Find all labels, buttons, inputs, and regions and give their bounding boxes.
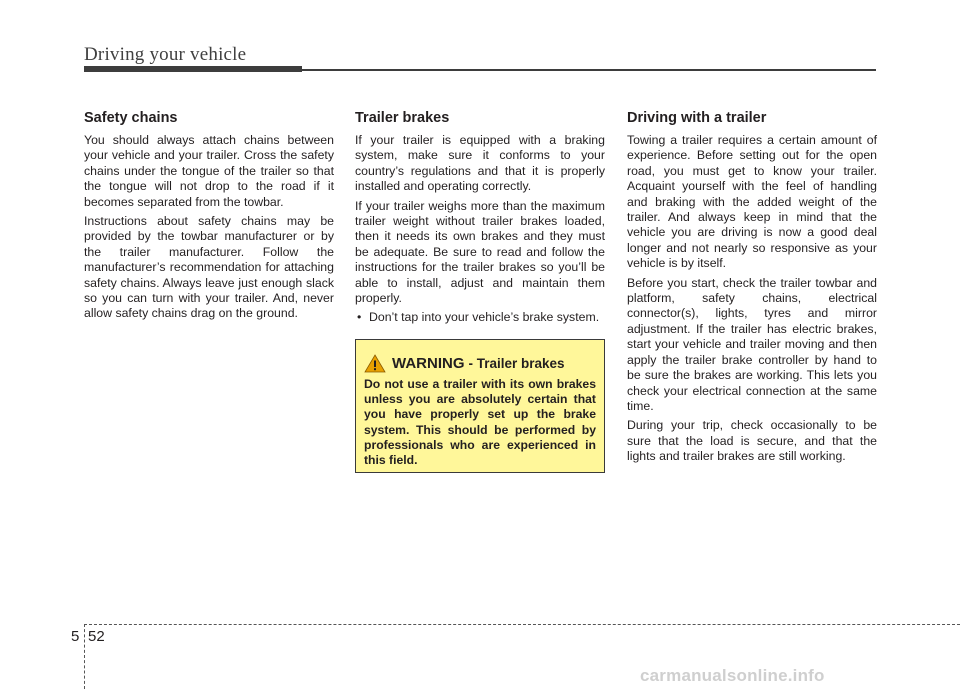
paragraph: If your trailer weighs more than the maximum trailer weight without trailer brakes loaded, then it needs its own brakes and they must be adequate. Be sure to read and follow the instructions for the trailer brakes so you’ll be able to install, adjust and maintain them properly. bbox=[355, 198, 605, 306]
paragraph: Instructions about safety chains may be provided by the towbar manufacturer or by the trailer manufacturer. Follow the manufacturer’s recommendation for attaching safety chains. Always leave just enough slack so you can turn with your trailer. And, never allow safety chains drag on the ground. bbox=[84, 214, 334, 321]
paragraph: Before you start, check the trailer towbar and platform, safety chains, electrical connector(s), lights, tyres and mirror adjustment. If the trailer has electric brakes, start your vehicle and trailer moving and then apply the trailer brake controller by hand to be sure the brakes are working. This lets you check your electrical connection at the same time. bbox=[627, 275, 877, 413]
page-number: 52 bbox=[88, 628, 105, 645]
bullet-list bbox=[355, 310, 605, 325]
header-rule-thin bbox=[302, 69, 876, 71]
section-safety-chains bbox=[84, 110, 334, 326]
page-header-title: Driving your vehicle bbox=[84, 44, 247, 65]
warning-label: WARNING bbox=[392, 355, 465, 372]
section-heading: Safety chains bbox=[84, 110, 178, 126]
paragraph: Towing a trailer requires a certain amount of experience. Before setting out for the open road, you must get to know your trailer. Acquaint yourself with the feel of handling and braking with the added weight of the trailer. And always keep in mind that the vehicle you are driving is now a good deal longer and not nearly so responsive as your vehicle is by itself. bbox=[627, 133, 877, 271]
section-driving-with-trailer bbox=[627, 110, 877, 469]
section-heading: Trailer brakes bbox=[355, 110, 450, 126]
paragraph: You should always attach chains between your vehicle and your trailer. Cross the safety chains under the tongue of the trailer so that the tongue will not drop to the road if it becomes separated from the towbar. bbox=[84, 133, 334, 209]
warning-text: Do not use a trailer with its own brakes unless you are absolutely certain that you have properly set up the brake system. This should be performed by professionals who are experienced in this field. bbox=[364, 377, 596, 468]
footer-divider bbox=[84, 624, 85, 689]
paragraph: During your trip, check occasionally to be sure that the load is secure, and that the lights and trailer brakes are still working. bbox=[627, 418, 877, 464]
footer-rule bbox=[84, 624, 960, 625]
chapter-number: 5 bbox=[71, 628, 80, 645]
header-rule-thick bbox=[84, 66, 302, 72]
list-item: • Don’t tap into your vehicle’s brake system. bbox=[355, 310, 605, 325]
warning-subtitle: - Trailer brakes bbox=[468, 356, 565, 371]
warning-triangle-icon bbox=[364, 354, 386, 373]
section-heading: Driving with a trailer bbox=[627, 110, 767, 126]
warning-header bbox=[364, 354, 596, 373]
paragraph: If your trailer is equipped with a braking system, make sure it conforms to your country’s regulations and that it is properly installed and operating correctly. bbox=[355, 133, 605, 194]
watermark: carmanualsonline.info bbox=[640, 666, 825, 685]
warning-box bbox=[355, 339, 605, 473]
section-trailer-brakes bbox=[355, 110, 605, 326]
